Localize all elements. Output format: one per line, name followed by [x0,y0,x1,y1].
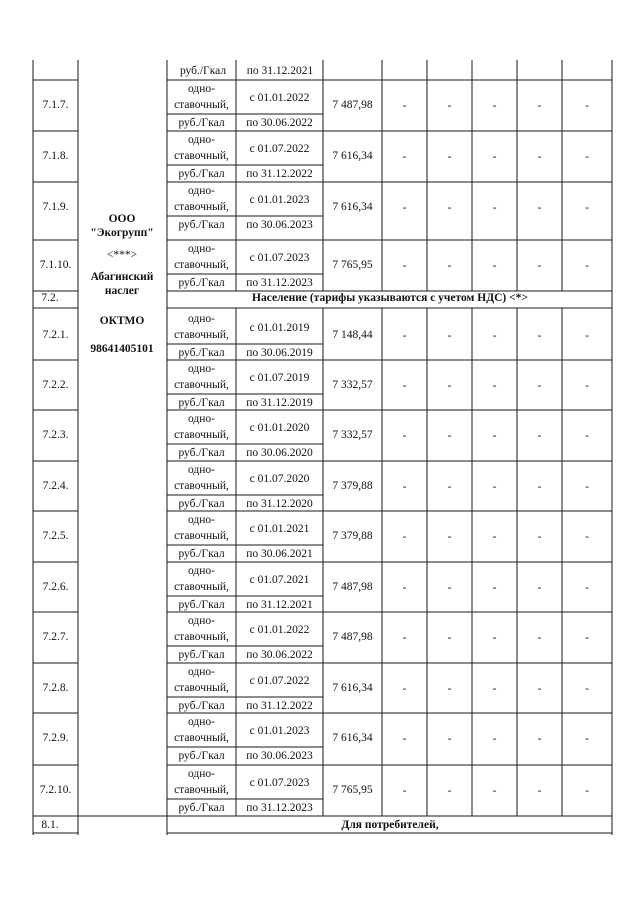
tariff-unit: руб./Гкал [178,397,225,409]
empty-cell-dash: - [402,260,407,272]
tariff-type-line2: ставочный, [174,201,229,213]
tariff-value: 7 487,98 [332,581,373,593]
tariff-value: 7 379,88 [332,530,373,542]
row-number: 7.1.7. [42,99,69,111]
tariff-type-line1: одно- [187,313,216,325]
empty-cell-dash: - [537,100,542,112]
tariff-value: 7 487,98 [332,631,373,643]
empty-cell-dash: - [585,260,589,272]
empty-cell-dash: - [585,733,589,745]
empty-cell-dash: - [402,380,407,392]
tariff-unit: руб./Гкал [178,599,225,611]
empty-cell-dash: - [585,151,589,163]
empty-cell-dash: - [402,202,407,214]
date-from: с 01.07.2019 [249,372,310,384]
empty-cell-dash: - [537,330,542,342]
empty-cell-dash: - [537,733,542,745]
tariff-type-line1: одно- [187,464,216,476]
tariff-type-line1: одно- [187,565,216,577]
tariff-unit: руб./Гкал [178,548,225,560]
oktmo-label: ОКТМО [99,315,145,327]
row-number: 7.1.9. [42,201,69,213]
tariff-value: 7 616,34 [332,732,373,744]
tariff-type-line1: одно- [187,514,216,526]
row-number: 7.2.10. [39,784,72,796]
empty-cell-dash: - [447,202,452,214]
empty-cell-dash: - [492,733,497,745]
empty-cell-dash: - [537,785,542,797]
date-to: по 31.12.2023 [246,802,313,814]
date-to: по 30.06.2019 [246,347,313,359]
tariff-unit: руб./Гкал [178,700,225,712]
empty-cell-dash: - [492,100,497,112]
date-from: с 01.01.2019 [249,322,310,334]
empty-cell-dash: - [402,531,407,543]
tariff-unit: руб./Гкал [178,750,225,762]
date-to: по 31.12.2022 [246,168,313,180]
organization-cell [78,212,166,356]
empty-cell-dash: - [585,380,589,392]
tariff-value: 7 487,98 [332,99,373,111]
org-type: ООО [108,213,136,225]
date-to: по 31.12.2020 [246,498,313,510]
empty-cell-dash: - [402,632,407,644]
date-to: по 31.12.2023 [246,277,313,289]
date-from: с 01.07.2022 [249,143,310,155]
tariff-type-line2: ставочный, [174,784,229,796]
tariff-type-line2: ставочный, [174,329,229,341]
date-to: по 31.12.2019 [246,397,313,409]
tariff-unit: руб./Гкал [178,498,225,510]
empty-cell-dash: - [402,430,407,442]
empty-cell-dash: - [537,531,542,543]
tariff-value: 7 765,95 [332,259,373,271]
tariff-type-line2: ставочный, [174,259,229,271]
tariff-type-line2: ставочный, [174,429,229,441]
empty-cell-dash: - [402,100,407,112]
empty-cell-dash: - [402,151,407,163]
org-footnote-mark: <***> [106,249,138,261]
section-7-2-number: 7.2. [41,292,59,304]
empty-cell-dash: - [585,481,589,493]
tariff-value: 7 616,34 [332,682,373,694]
empty-cell-dash: - [447,582,452,594]
tariff-type-line2: ставочный, [174,530,229,542]
tariff-value: 7 765,95 [332,784,373,796]
tariff-value: 7 616,34 [332,150,373,162]
row-number: 7.2.9. [42,732,69,744]
date-from: с 01.07.2023 [249,777,310,789]
tariff-type-line1: одно- [187,413,216,425]
date-from: с 01.07.2020 [249,473,310,485]
date-from: с 01.01.2023 [249,194,310,206]
empty-cell-dash: - [537,380,542,392]
date-from: с 01.01.2022 [249,624,310,636]
tariff-unit: руб./Гкал [178,347,225,359]
date-from: с 01.07.2022 [249,675,310,687]
tariff-unit: руб./Гкал [178,219,225,231]
row-number: 7.2.3. [42,429,69,441]
empty-cell-dash: - [447,785,452,797]
tariff-unit: руб./Гкал [178,447,225,459]
row-number: 7.2.1. [42,329,69,341]
tariff-value: 7 379,88 [332,480,373,492]
section-8-1-title: Для потребителей, [341,819,439,831]
tariff-value: 7 332,57 [332,379,373,391]
empty-cell-dash: - [402,733,407,745]
empty-cell-dash: - [492,151,497,163]
empty-cell-dash: - [447,430,452,442]
empty-cell-dash: - [402,785,407,797]
row-number: 7.2.2. [42,379,69,391]
tariff-value: 7 332,57 [332,429,373,441]
empty-cell-dash: - [447,260,452,272]
empty-cell-dash: - [492,582,497,594]
tariff-type-line2: ставочный, [174,480,229,492]
date-from: с 01.07.2021 [249,574,310,586]
row-number: 7.2.4. [42,480,69,492]
date-from: с 01.01.2021 [249,523,310,535]
row-number: 7.1.10. [39,259,72,271]
empty-cell-dash: - [537,430,542,442]
empty-cell-dash: - [492,260,497,272]
empty-cell-dash: - [447,481,452,493]
date-to: по 30.06.2022 [246,117,313,129]
empty-cell-dash: - [447,330,452,342]
tariff-type-line1: одно- [187,363,216,375]
tariff-type-line1: одно- [187,185,216,197]
empty-cell-dash: - [492,785,497,797]
tariff-type-line1: одно- [187,243,216,255]
empty-cell-dash: - [492,683,497,695]
top-row-unit: руб./Гкал [179,65,227,77]
tariff-unit: руб./Гкал [178,277,225,289]
empty-cell-dash: - [492,632,497,644]
empty-cell-dash: - [402,481,407,493]
empty-cell-dash: - [585,202,589,214]
empty-cell-dash: - [537,683,542,695]
tariff-type-line1: одно- [187,83,216,95]
empty-cell-dash: - [447,151,452,163]
tariff-unit: руб./Гкал [178,649,225,661]
date-to: по 31.12.2021 [246,599,313,611]
date-to: по 30.06.2020 [246,447,313,459]
empty-cell-dash: - [492,481,497,493]
empty-cell-dash: - [402,330,407,342]
tariff-unit: руб./Гкал [178,117,225,129]
empty-cell-dash: - [585,632,589,644]
empty-cell-dash: - [537,260,542,272]
row-number: 7.2.8. [42,682,69,694]
oktmo-code: 98641405101 [90,343,154,355]
empty-cell-dash: - [537,202,542,214]
org-settlement: Абагинский [90,271,154,283]
row-number: 7.1.8. [42,150,69,162]
org-settlement-type: наслег [104,285,140,297]
tariff-type-line1: одно- [187,615,216,627]
row-number: 7.2.5. [42,530,69,542]
tariff-type-line1: одно- [187,716,216,728]
empty-cell-dash: - [537,151,542,163]
empty-cell-dash: - [585,683,589,695]
empty-cell-dash: - [447,632,452,644]
date-to: по 30.06.2022 [246,649,313,661]
empty-cell-dash: - [585,330,589,342]
empty-cell-dash: - [492,430,497,442]
section-7-2-title: Население (тарифы указываются с учетом НДС) <*> [252,292,528,304]
tariff-value: 7 616,34 [332,201,373,213]
empty-cell-dash: - [537,582,542,594]
row-number: 7.2.6. [42,581,69,593]
empty-cell-dash: - [447,683,452,695]
row-number: 7.2.7. [42,631,69,643]
top-row-date: по 31.12.2021 [246,65,314,77]
date-to: по 30.06.2023 [246,750,313,762]
empty-cell-dash: - [585,430,589,442]
date-from: с 01.07.2023 [249,252,310,264]
tariff-type-line2: ставочный, [174,379,229,391]
tariff-type-line1: одно- [187,134,216,146]
empty-cell-dash: - [585,785,589,797]
empty-cell-dash: - [585,531,589,543]
date-from: с 01.01.2023 [249,725,310,737]
empty-cell-dash: - [585,582,589,594]
empty-cell-dash: - [447,531,452,543]
date-from: с 01.01.2020 [249,422,310,434]
empty-cell-dash: - [402,683,407,695]
empty-cell-dash: - [492,531,497,543]
empty-cell-dash: - [402,582,407,594]
tariff-value: 7 148,44 [332,329,373,341]
date-from: с 01.01.2022 [249,92,310,104]
empty-cell-dash: - [492,330,497,342]
date-to: по 30.06.2023 [246,219,313,231]
empty-cell-dash: - [492,202,497,214]
tariff-type-line1: одно- [187,768,216,780]
org-name: "Экогрупп" [90,227,154,239]
empty-cell-dash: - [492,380,497,392]
tariff-type-line2: ставочный, [174,732,229,744]
tariff-type-line2: ставочный, [174,682,229,694]
empty-cell-dash: - [585,100,589,112]
tariff-type-line2: ставочный, [174,581,229,593]
tariff-type-line1: одно- [187,666,216,678]
empty-cell-dash: - [537,481,542,493]
tariff-unit: руб./Гкал [178,168,225,180]
date-to: по 30.06.2021 [246,548,313,560]
empty-cell-dash: - [447,733,452,745]
empty-cell-dash: - [447,100,452,112]
tariff-type-line2: ставочный, [174,631,229,643]
tariff-type-line2: ставочный, [174,150,229,162]
tariff-type-line2: ставочный, [174,99,229,111]
date-to: по 31.12.2022 [246,700,313,712]
tariff-unit: руб./Гкал [178,802,225,814]
empty-cell-dash: - [447,380,452,392]
empty-cell-dash: - [537,632,542,644]
section-8-1-number: 8.1. [41,819,59,831]
